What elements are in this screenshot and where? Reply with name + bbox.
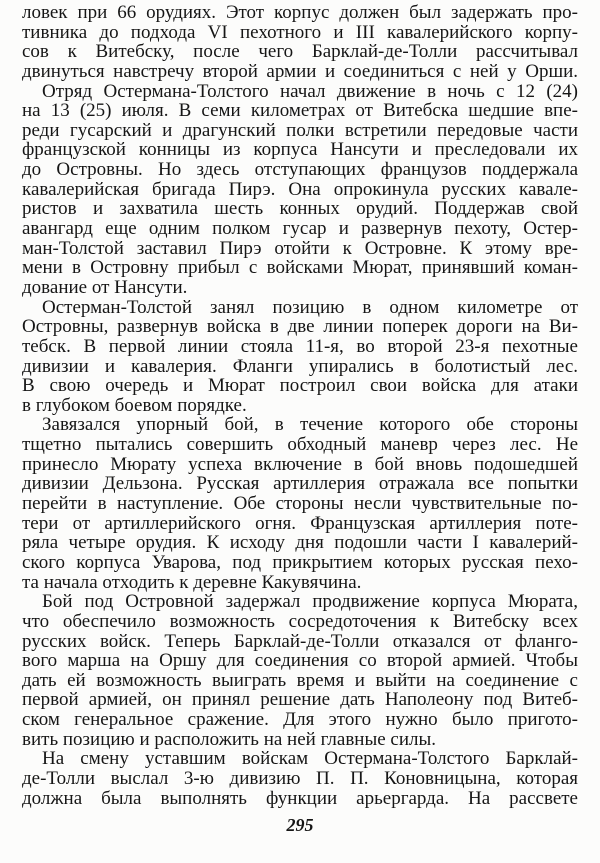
text-line: ского корпуса Уварова, под прикрытием которых русская пехо- bbox=[22, 552, 578, 573]
text-line: французской конницы из корпуса Нансути и преследовали их bbox=[22, 140, 578, 161]
text-line: двинуться навстречу второй армии и соединиться с ней у Орши. bbox=[22, 61, 578, 82]
text-line: дование от Нансути. bbox=[22, 277, 188, 298]
text-line: вого марша на Оршу для соединения со второй армией. Чтобы bbox=[22, 651, 578, 671]
text-line: та начала отходить к деревне Какувячина. bbox=[22, 572, 362, 593]
text-line: что обеспечило возможность сосредоточения к Витебску всех bbox=[22, 611, 578, 632]
text-line: На смену уставшим войскам Остермана-Толстого Барклай- bbox=[42, 749, 578, 769]
text-line: авангард еще одним полком гусар и развернув пехоту, Остер- bbox=[22, 219, 578, 239]
text-line: ловек при 66 орудиях. Этот корпус должен был задержать про- bbox=[22, 3, 578, 23]
text-line: кавалерийская бригада Пирэ. Она опрокинула русских кавале- bbox=[22, 179, 578, 200]
text-line: в глубоком боевом порядке. bbox=[22, 395, 247, 416]
text-line: вить позицию и расположить на ней главные силы. bbox=[22, 729, 437, 750]
text-line: на 13 (25) июля. В семи километрах от Витебска шедшие впе- bbox=[22, 101, 578, 121]
paragraph bbox=[22, 298, 578, 416]
text-line: Островны, развернув войска в две линии поперек дороги на Ви- bbox=[22, 317, 578, 337]
text-line: ристов и захватила шесть конных орудий. Поддержав свой bbox=[22, 199, 578, 220]
text-line: должна была выполнять функции арьергарда. На рассвете bbox=[22, 788, 578, 809]
text-line: русских войск. Теперь Барклай-де-Толли отказался от фланго- bbox=[22, 631, 578, 652]
text-line: тебск. В первой линии стояла 11-я, во второй 23-я пехотные bbox=[22, 336, 578, 357]
paragraph bbox=[22, 415, 578, 592]
text-line: мени в Островну прибыл с войсками Мюрат, принявший коман- bbox=[22, 258, 578, 278]
text-line: реди гусарский и драгунский полки встретили передовые части bbox=[22, 120, 578, 141]
text-line: тери от артиллерийского огня. Французская артиллерия поте- bbox=[22, 513, 578, 534]
text-line: де-Толли выслал 3-ю дивизию П. П. Коновницына, которая bbox=[22, 768, 578, 789]
text-line: Остерман-Толстой занял позицию в одном километре от bbox=[42, 297, 578, 318]
text-line: перейти в наступление. Обе стороны несли чувствительные по- bbox=[22, 494, 578, 514]
text-line: дивизии Дельзона. Русская артиллерия отражала все попытки bbox=[22, 474, 578, 495]
text-line: тщетно пытались совершить обходный маневр через лес. Не bbox=[22, 435, 578, 455]
text-line: принесло Мюрату успеха включение в бой вновь подошедшей bbox=[22, 454, 578, 475]
text-line: дивизии и кавалерия. Фланги упирались в болотистый лес. bbox=[22, 356, 578, 377]
paragraph bbox=[22, 749, 578, 808]
text-line: дать ей возможность выиграть время и выйти на соединение с bbox=[22, 670, 578, 691]
body-text bbox=[22, 3, 578, 808]
paragraph bbox=[22, 3, 578, 82]
paragraph bbox=[22, 592, 578, 749]
text-line: ман-Толстой заставил Пирэ отойти к Островне. К этому вре- bbox=[22, 238, 578, 259]
text-line: Бой под Островной задержал продвижение корпуса Мюрата, bbox=[42, 592, 578, 612]
text-line: Отряд Остермана-Толстого начал движение в ночь с 12 (24) bbox=[42, 81, 578, 102]
paragraph bbox=[22, 82, 578, 298]
text-line: Завязался упорный бой, в течение которого обе стороны bbox=[42, 415, 578, 436]
text-line: ряла четыре орудия. К исходу дня подошли части I кавалерий- bbox=[22, 533, 578, 553]
text-line: сов к Витебску, после чего Барклай-де-Толли рассчитывал bbox=[22, 42, 578, 62]
text-line: первой армией, он принял решение дать Наполеону под Витеб- bbox=[22, 690, 578, 711]
text-line: В свою очередь и Мюрат построил свои войска для атаки bbox=[22, 376, 578, 396]
text-line: тивника до подхода VI пехотного и III кавалерийского корпу- bbox=[22, 22, 578, 43]
page-number: 295 bbox=[286, 815, 314, 835]
text-line: ском генеральное сражение. Для этого нужно было пригото- bbox=[22, 710, 578, 730]
text-line: до Островны. Но здесь отступающих французов поддержала bbox=[22, 160, 578, 180]
